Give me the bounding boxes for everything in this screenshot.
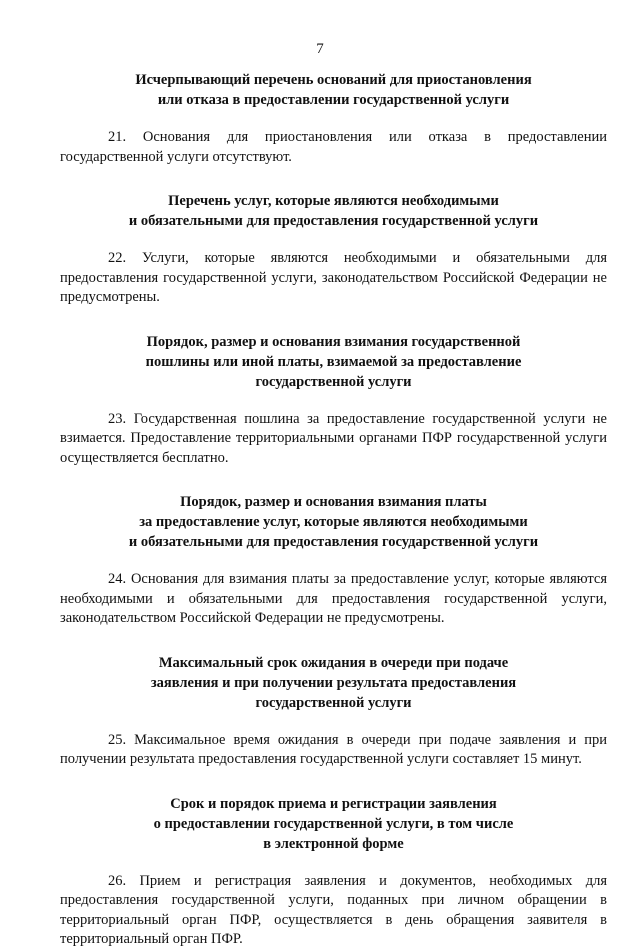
section-paragraph: 26. Прием и регистрация заявления и документов, необходимых для предоставления государственной услуги, поданных при личном обращении в территориальный орган ПФР, осуществляется в день обращения заявителя в территориальный орган ПФР. xyxy=(60,872,607,947)
section-paragraph: 21. Основания для приостановления или отказа в предоставлении государственной услуги отсутствуют. xyxy=(60,129,607,165)
section-paragraph: 22. Услуги, которые являются необходимыми и обязательными для предоставления государственной услуги, законодательством Российской Федерации не предусмотрены. xyxy=(60,250,607,305)
section-heading: Перечень услуг, которые являются необходимыми и обязательными для предоставления государственной услуги xyxy=(128,193,539,229)
section-paragraph: 25. Максимальное время ожидания в очереди при подаче заявления и при получении результата предоставления государственной услуги составляет 15 минут. xyxy=(60,731,607,767)
section-application-registration xyxy=(60,794,607,950)
section-heading: Порядок, размер и основания взимания платы за предоставление услуг, которые являются необходимыми и обязательными для предоставления государственной услуги xyxy=(128,494,539,550)
section-heading: Максимальный срок ожидания в очереди при подаче заявления и при получении результата предоставления государственной услуги xyxy=(150,654,517,711)
section-paragraph: 23. Государственная пошлина за предоставление государственной услуги не взимается. Предоставление территориальными органами ПФР государственной услуги осуществляется бесплатно. xyxy=(60,410,607,466)
section-state-fee xyxy=(60,332,607,469)
section-heading: Исчерпывающий перечень оснований для приостановления или отказа в предоставлении государственной услуги xyxy=(135,72,532,108)
section-queue-waiting-time xyxy=(60,653,607,770)
section-paragraph: 24. Основания для взимания платы за предоставление услуг, которые являются необходимыми и обязательными для предоставления государственной услуги, законодательством Российской Федерации не предусмотрены. xyxy=(60,571,607,626)
section-heading: Порядок, размер и основания взимания государственной пошлины или иной платы, взимаемой за предоставление государственной услуги xyxy=(145,333,522,390)
section-service-fees xyxy=(60,492,607,629)
section-grounds-for-refusal xyxy=(60,70,607,167)
section-heading: Срок и порядок приема и регистрации заявления о предоставлении государственной услуги, в том числе в электронной форме xyxy=(153,795,514,852)
page-number: 7 xyxy=(316,41,324,57)
document-body xyxy=(60,70,607,950)
section-required-services xyxy=(60,191,607,308)
